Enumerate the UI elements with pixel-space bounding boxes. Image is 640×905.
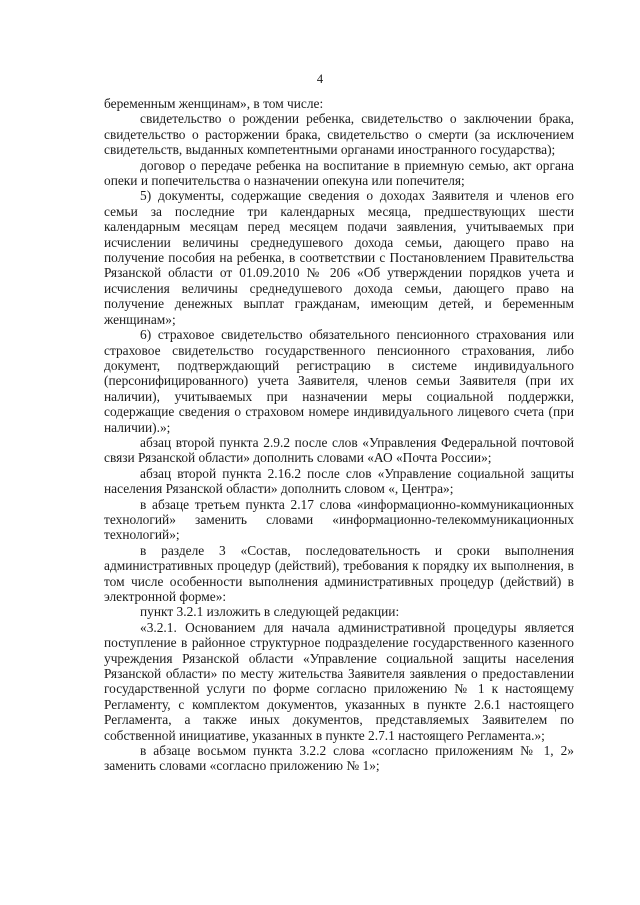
document-body [104, 96, 574, 774]
paragraph-continuation: беременным женщинам», в том числе: [104, 96, 324, 111]
page-number: 4 [316, 72, 324, 86]
paragraph-foster-agreement: договор о передаче ребенка на воспитание в приемную семью, акт органа опеки и попечительства о назначении опекуна или попечителя; [104, 157, 574, 189]
paragraph-insurance-certificate: 6) страховое свидетельство обязательного пенсионного страхования или страховое свидетельство государственного пенсионного страхования, либо документ, подтверждающий регистрацию в системе индивидуального (персонифицированного) учета Заявителя, членов семьи Заявителя (при их наличии), учитываемых при назначении меры социальной поддержки, содержащие сведения о страховом номере индивидуального лицевого счета (при наличии).»; [104, 327, 574, 435]
paragraph-new-3-2-1: «3.2.1. Основанием для начала административной процедуры является поступление в районное структурное подразделение государственного казенного учреждения Рязанской области «Управление социальной защиты населения Рязанской области» по месту жительства Заявителя заявления о предоставлении государственной услуги по форме согласно приложению № 1 к настоящему Регламенту, с комплектом документов, указанных в пункте 2.6.1 настоящего Регламента, а также иных документов, представляемых Заявителем по собственной инициативе, указанных в пункте 2.7.1 настоящего Регламента.»; [104, 619, 574, 743]
paragraph-item-3-2-1: пункт 3.2.1 изложить в следующей редакции: [140, 604, 400, 620]
paragraph-income-documents: 5) документы, содержащие сведения о доходах Заявителя и членов его семьи за последние три календарных месяца, предшествующих шести календарным месяцам перед месяцем подачи заявления, учитываемых при исчислении величины среднедушевого дохода семьи, дающего право на получение пособия на ребенка, в соответствии с Постановлением Правительства Рязанской области от 01.09.2010 № 206 «Об утверждении порядков учета и исчисления величины среднедушевого дохода семьи, дающего право на получение денежных выплат гражданам, имеющим детей, и беременным женщинам»; [104, 188, 574, 327]
paragraph-amend-2-16-2: абзац второй пункта 2.16.2 после слов «Управление социальной защиты населения Рязанской области» дополнить словом «, Центра»; [104, 465, 574, 497]
paragraph-certificates: свидетельство о рождении ребенка, свидетельство о заключении брака, свидетельство о расторжении брака, свидетельство о смерти (за исключением свидетельств, выданных компетентными органами иностранного государства); [104, 111, 574, 158]
paragraph-section-3: в разделе 3 «Состав, последовательность и сроки выполнения административных процедур (действий), требования к порядку их выполнения, в том числе особенности выполнения административных процедур (действий) в электронной форме»: [104, 542, 574, 604]
paragraph-amend-2-17: в абзаце третьем пункта 2.17 слова «информационно-коммуникационных технологий» заменить словами «информационно-телекоммуникационных технологий»; [104, 496, 574, 543]
paragraph-amend-2-9-2: абзац второй пункта 2.9.2 после слов «Управления Федеральной почтовой связи Рязанской области» дополнить словами «АО «Почта России»; [104, 434, 574, 466]
paragraph-amend-3-2-2: в абзаце восьмом пункта 3.2.2 слова «согласно приложениям № 1, 2» заменить словами «согласно приложению № 1»; [104, 743, 574, 774]
